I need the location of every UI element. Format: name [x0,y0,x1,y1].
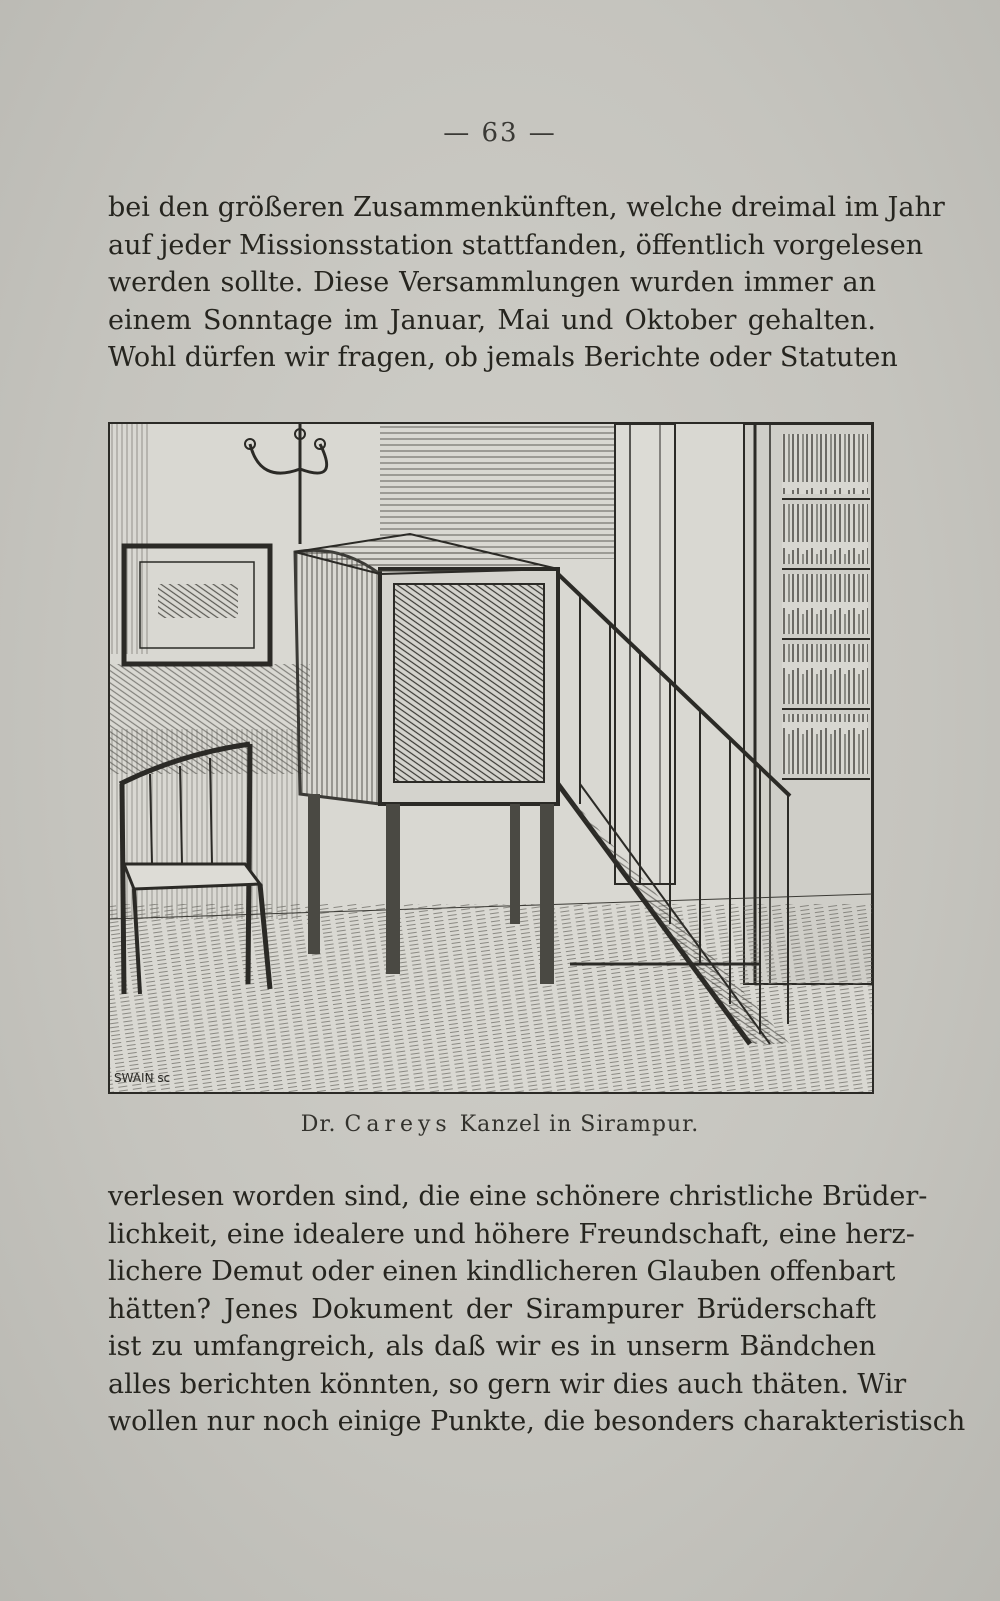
text-line: lichere Demut oder einen kindlicheren Glauben offenbart [108,1256,896,1287]
pulpit-illustration [108,422,874,1094]
text-line: bei den größeren Zusammenkünften, welche dreimal im Jahr [108,192,945,223]
figure-caption [0,1112,1000,1137]
text-line: verlesen worden sind, die eine schönere christliche Brüder- [108,1181,928,1212]
paragraph-top [108,189,945,377]
engraver-signature: SWAIN sc [114,1071,171,1085]
text-line: auf jeder Missionsstation stattfanden, öffentlich vorgelesen [108,229,924,261]
text-line: ist zu umfangreich, als daß wir es in unserm Bändchen [108,1331,876,1362]
text-line: alles berichten könnten, so gern wir dies auch thäten. Wir [108,1368,907,1400]
text-line: lichkeit, eine idealere und höhere Freundschaft, eine herz- [108,1218,915,1250]
caption-name: Careys [344,1112,452,1137]
text-line: wollen nur noch einige Punkte, die besonders charakteristisch [108,1406,966,1437]
text-line: einem Sonntage im Januar, Mai und Oktober gehalten. [108,304,876,336]
caption-rest: Kanzel in Sirampur. [459,1112,700,1137]
text-line: werden sollte. Diese Versammlungen wurden immer an [108,267,876,298]
text-line: Wohl dürfen wir fragen, ob jemals Berichte oder Statuten [108,342,898,373]
text-line: hätten? Jenes Dokument der Sirampurer Brüderschaft [108,1293,876,1325]
caption-prefix: Dr. [300,1112,337,1137]
page-number: — 63 — [443,118,557,148]
paragraph-bottom [108,1178,966,1441]
